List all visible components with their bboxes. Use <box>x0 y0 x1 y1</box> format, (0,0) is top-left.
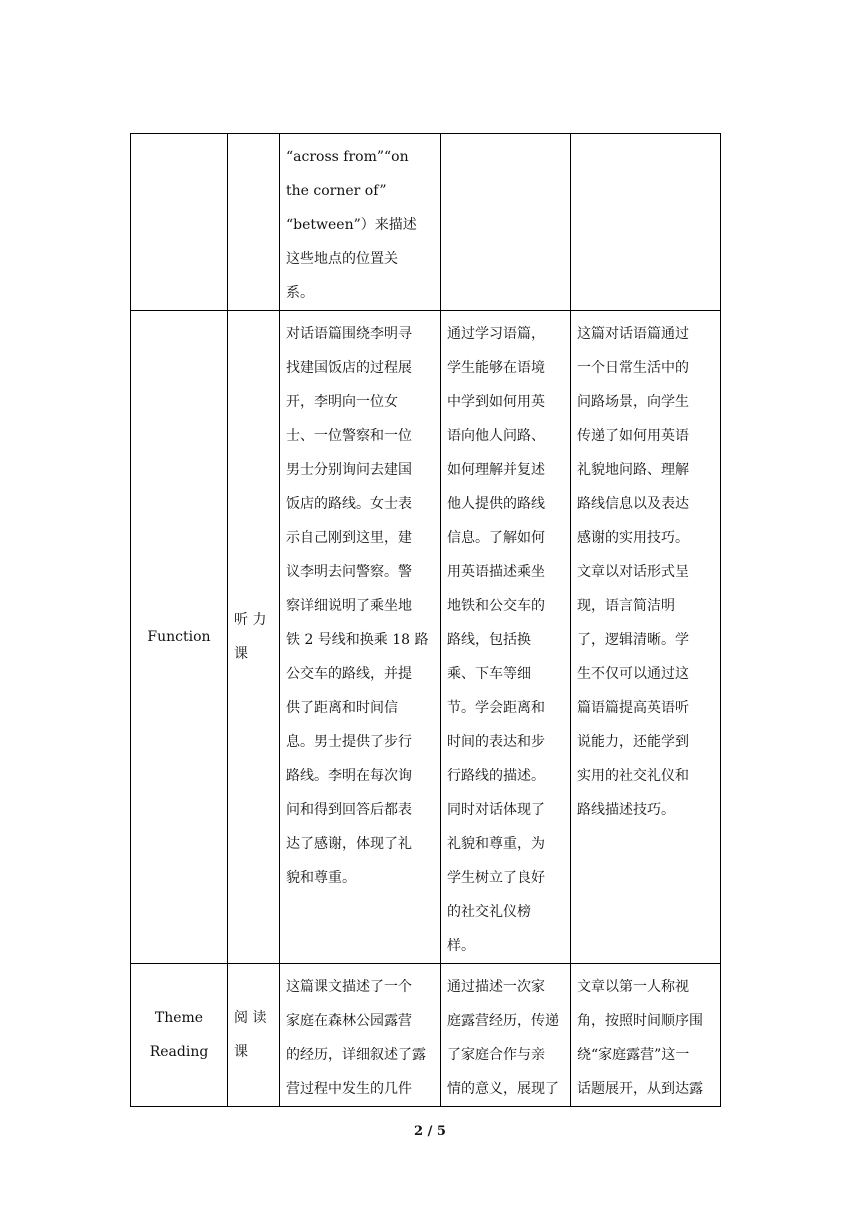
content-cell: 对话语篇围绕李明寻 找建国饭店的过程展 开，李明向一位女 士、一位警察和一位 男士分别询问去建国 饭店的路线。女士表 示自己刚到这里，建 议李明去问警察。警 察详细说明了乘坐地 铁 2 号线和换乘 18 路 公交车的路线，并提 供了距离和时间信 息。男士提供了步行 路线。李明在每次询 问和得到回答后都表 达了感谢，体现了礼 貌和尊重。 <box>280 311 441 964</box>
course-type-cell: 听 力 课 <box>228 311 280 964</box>
analysis-cell: 文章以第一人称视 角，按照时间顺序围 绕“家庭露营”这一 话题展开，从到达露 <box>571 964 721 1107</box>
significance-cell <box>441 134 571 311</box>
content-cell: “across from”“on the corner of” “between”）来描述 这些地点的位置关 系。 <box>280 134 441 311</box>
text-type-cell: Theme Reading <box>131 964 228 1107</box>
text-type-cell: Function <box>131 311 228 964</box>
page-indicator: 2 / 5 <box>414 1124 446 1139</box>
lesson-analysis-table <box>130 133 721 1107</box>
analysis-cell <box>571 134 721 311</box>
significance-cell: 通过学习语篇， 学生能够在语境 中学到如何用英 语向他人问路、 如何理解并复述 他人提供的路线 信息。了解如何 用英语描述乘坐 地铁和公交车的 路线，包括换 乘、下车等细 节。学会距离和 时间的表达和步 行路线的描述。 同时对话体现了 礼貌和尊重，为 学生树立了良好 的社交礼仪榜 样。 <box>441 311 571 964</box>
course-type-cell: 阅 读 课 <box>228 964 280 1107</box>
course-type-cell <box>228 134 280 311</box>
text-type-cell <box>131 134 228 311</box>
table-row <box>131 134 721 311</box>
content-cell: 这篇课文描述了一个 家庭在森林公园露营 的经历，详细叙述了露 营过程中发生的几件 <box>280 964 441 1107</box>
analysis-cell: 这篇对话语篇通过 一个日常生活中的 问路场景，向学生 传递了如何用英语 礼貌地问路、理解 路线信息以及表达 感谢的实用技巧。 文章以对话形式呈 现，语言简洁明 了，逻辑清晰。学 生不仅可以通过这 篇语篇提高英语听 说能力，还能学到 实用的社交礼仪和 路线描述技巧。 <box>571 311 721 964</box>
significance-cell: 通过描述一次家 庭露营经历，传递 了家庭合作与亲 情的意义，展现了 <box>441 964 571 1107</box>
table-row <box>131 311 721 964</box>
table-row <box>131 964 721 1107</box>
